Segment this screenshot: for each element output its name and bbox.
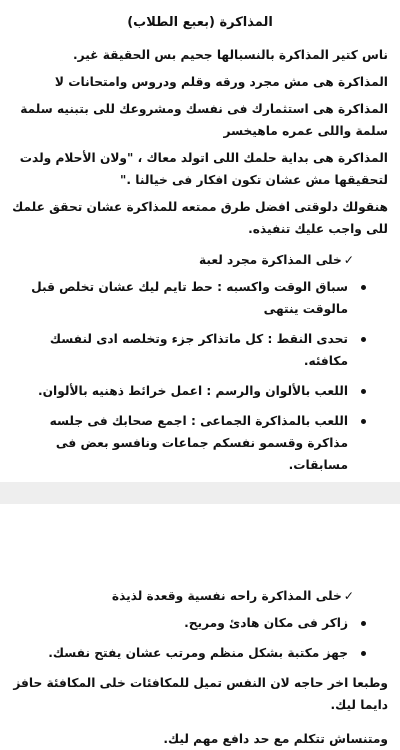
- page-separator: [0, 482, 400, 504]
- paragraph-3: المذاكرة هى استثمارك فى نفسك ومشروعك للى بتبنيه سلمة سلمة واللى عمره ماهيخسر: [20, 102, 388, 138]
- paragraph-5: هنقولك دلوقتى افضل طرق ممتعه للمذاكرة عشان تحقق علمك للى واجب عليك تنفيذه.: [12, 200, 388, 236]
- bullet-icon: [361, 419, 366, 424]
- checkmark-icon: ✓: [343, 253, 354, 267]
- closing-paragraph-2: ومتنساش تتكلم مع حد دافع مهم ليك.: [163, 732, 388, 746]
- list-item: [12, 642, 366, 664]
- section-heading-comfort: [12, 586, 388, 606]
- bullet-list-comfort: [12, 612, 388, 664]
- bullet-icon: [361, 621, 366, 626]
- bullet-icon: [361, 285, 366, 290]
- list-item-text: سباق الوقت واكسبه : حط تايم ليك عشان تخلص قبل مالوقت ينتهى: [31, 280, 348, 316]
- list-item-text: تحدى النقط : كل ماتذاكر جزء وتخلصه ادى لنفسك مكافئه.: [49, 332, 348, 368]
- bullet-icon: [361, 651, 366, 656]
- document-title: المذاكرة (بعبع الطلاب): [127, 15, 273, 30]
- list-item: [12, 328, 366, 372]
- list-item: [12, 276, 366, 320]
- section-heading-text: خلى المذاكرة راحه نفسية وقعدة لذيذة: [111, 589, 342, 603]
- section-heading-text: خلى المذاكرة مجرد لعبة: [198, 253, 342, 267]
- list-item-text: اللعب بالمذاكرة الجماعى : اجمع صحابك فى جلسه مذاكرة وقسمو نفسكم جماعات ونافسو بعض فى مسابقات.: [49, 414, 348, 472]
- list-item-text: جهز مكتبة بشكل منظم ومرتب عشان يفتح نفسك.: [48, 646, 348, 660]
- list-item-text: اللعب بالألوان والرسم : اعمل خرائط ذهنيه بالألوان.: [38, 384, 348, 398]
- list-item-text: زاكر فى مكان هادئ ومريح.: [184, 616, 348, 630]
- list-item: [12, 380, 366, 402]
- paragraph-1: ناس كتير المذاكرة بالنسبالها جحيم بس الحقيقة غير.: [72, 48, 388, 62]
- list-item: [12, 612, 366, 634]
- bullet-icon: [361, 337, 366, 342]
- paragraph-4: المذاكرة هى بداية حلمك اللى اتولد معاك ، "ولان الأحلام ولدت لتحقيقها مش عشان تكون افكار فى خيالنا .": [19, 151, 388, 187]
- section-heading-game: [12, 250, 388, 270]
- paragraph-2: المذاكرة هى مش مجرد ورقه وقلم ودروس وامتحانات لا: [54, 75, 388, 89]
- closing-paragraph-1: وطبعا اخر حاجه لان النفس تميل للمكافئات خلى المكافئة حافز دايما ليك.: [13, 676, 388, 712]
- checkmark-icon: ✓: [343, 589, 354, 603]
- document-page-2: [0, 504, 400, 744]
- bullet-list-game: [12, 276, 388, 476]
- bullet-icon: [361, 389, 366, 394]
- list-item: [12, 410, 366, 476]
